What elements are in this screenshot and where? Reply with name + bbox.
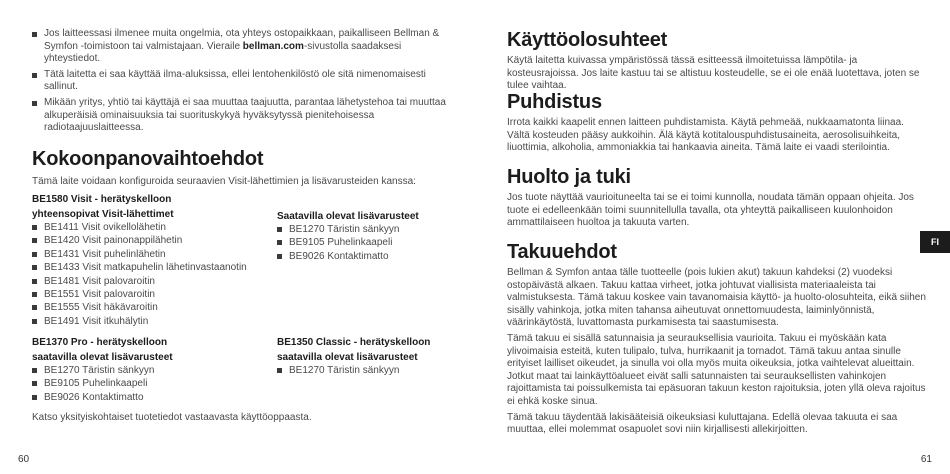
list-item: BE1551 Visit palovaroitin xyxy=(32,288,272,301)
page-number-left: 60 xyxy=(18,454,30,465)
list-item: BE1433 Visit matkapuhelin lähetinvastaanotin xyxy=(32,261,272,274)
list-item: BE1431 Visit puhelinlähetin xyxy=(32,248,272,261)
be1370-accessories-title: saatavilla olevat lisävarusteet xyxy=(32,352,173,363)
be1370-accessory-list xyxy=(32,364,272,404)
page-number-right: 61 xyxy=(920,454,932,465)
list-item: BE9026 Kontaktimatto xyxy=(32,391,272,404)
notice-item: Tätä laitetta ei saa käyttää ilma-aluksissa, ellei lentohenkilöstö ole sitä nimenomaisesti sallinut. xyxy=(32,69,452,94)
section-heading: Takuuehdot xyxy=(507,241,617,263)
section-paragraph: Jos tuote näyttää vaurioituneelta tai se ei toimi kunnolla, noudata tämän oppaan ohjeita. Jos tuote ei edelleenkään toimi suunnitellulla tavalla, ota yhteyttä paikalliseen kuulonhoidon ammattilaiseen huoltoa ja takuuta varten. xyxy=(507,192,914,229)
website-link[interactable]: bellman.com xyxy=(242,40,304,52)
configuration-intro: Tämä laite voidaan konfiguroida seuraavien Visit-lähettimien ja lisävarusteiden kanssa: xyxy=(32,176,416,187)
language-tab: FI xyxy=(920,231,950,253)
be1580-accessories-title: Saatavilla olevat lisävarusteet xyxy=(277,211,419,222)
be1580-accessory-list xyxy=(277,223,457,263)
list-item: BE1270 Täristin sänkyyn xyxy=(277,364,457,377)
list-item: BE1420 Visit painonappilähetin xyxy=(32,234,272,247)
be1350-title: BE1350 Classic - herätyskelloon xyxy=(277,337,431,348)
product-info-note: Katso yksityiskohtaiset tuotetiedot vastaavasta käyttöoppaasta. xyxy=(32,412,312,423)
be1370-title: BE1370 Pro - herätyskelloon xyxy=(32,337,168,348)
notice-list xyxy=(32,28,452,138)
section-paragraph: Tämä takuu ei sisällä satunnaisia ja seurauksellisia vaurioita. Takuu ei myöskään kata ylivoimaisia esteitä, kuten tulipalo, tulva, hurrikaanit ja tornadot. Tämä takuu antaa sinulle erityiset lailliset oikeudet, ja sinulla voi olla myös muita oikeuksia, jotka vaihtelevat alueittain. Jotkut maat tai lainkäyttöalueet eivät salli satunnaisten tai seurauksellisten vahinkojen rajoittamista tai poissulkemista tai epäsuoran takuun keston rajoituksia, joten yllä oleva rajoitus ei ehkä koske sinua. xyxy=(507,332,926,407)
be1350-accessory-list xyxy=(277,364,457,377)
service-support-section xyxy=(507,165,927,233)
section-paragraph: Bellman & Symfon antaa tälle tuotteelle (pois lukien akut) takuun kahdeksi (2) vuodeksi ostopäivästä alkaen. Takuu kattaa virheet, jotka johtuvat viallisista materiaaleista tai valmistuksesta. Tämä takuu koskee vain tavanomaisia käyttö- ja huolto-olosuhteita, eikä siihen sisälly vahinkoja, jotka miten tahansa aiheutuvat onnettomuudesta, laiminlyönnistä, väärinkäytöstä, luvattomasta purkamisesta tai saastumisesta. xyxy=(507,267,926,329)
list-item: BE9026 Kontaktimatto xyxy=(277,250,457,263)
right-page xyxy=(475,0,950,474)
list-item: BE9105 Puhelinkaapeli xyxy=(277,236,457,249)
configuration-heading: Kokoonpanovaihtoehdot xyxy=(32,148,264,170)
list-item: BE1555 Visit häkävaroitin xyxy=(32,301,272,314)
section-paragraph: Irrota kaikki kaapelit ennen laitteen puhdistamista. Käytä pehmeää, nukkaamatonta liinaa. Vältä kosteuden pääsy aukkoihin. Älä käytä kotitalouspuhdistusaineita, aerosolisuihkeita, liuottimia, alkoholia, ammoniakkia tai hankaavia aineita. Tämä laite ei vaadi sterilointia. xyxy=(507,117,904,154)
warranty-section xyxy=(507,240,927,440)
section-heading: Puhdistus xyxy=(507,91,602,113)
be1580-transmitter-list xyxy=(32,221,272,328)
notice-item: Mikään yritys, yhtiö tai käyttäjä ei saa muuttaa taajuutta, parantaa lähetystehoa tai muuttaa alkuperäisiä ominaisuuksia tai suorituskykyä hyväksytyssä pienitehoisessa radiotaajuuslaitteessa. xyxy=(32,97,452,135)
be1350-accessories-title: saatavilla olevat lisävarusteet xyxy=(277,352,418,363)
section-heading: Huolto ja tuki xyxy=(507,166,631,188)
list-item: BE1491 Visit itkuhälytin xyxy=(32,315,272,328)
operating-conditions-section xyxy=(507,28,927,96)
list-item: BE1481 Visit palovaroitin xyxy=(32,275,272,288)
notice-item: Jos laitteessasi ilmenee muita ongelmia, ota yhteys ostopaikkaan, paikalliseen Bellman & Symfon -toimistoon tai valmistajaan. Vieraile bellman.com-sivustolla saadaksesi yhteystiedot. xyxy=(32,28,452,66)
list-item: BE9105 Puhelinkaapeli xyxy=(32,377,272,390)
section-heading: Käyttöolosuhteet xyxy=(507,29,668,51)
list-item: BE1270 Täristin sänkyyn xyxy=(32,364,272,377)
be1580-transmitters-title: yhteensopivat Visit-lähettimet xyxy=(32,209,174,220)
cleaning-section xyxy=(507,90,927,158)
section-paragraph: Tämä takuu täydentää lakisääteisiä oikeuksiasi kuluttajana. Edellä olevaa takuuta ei saa muuttaa, ellei molemmat osapuolet sovi niin kirjallisesti allekirjoitten. xyxy=(507,411,898,436)
be1580-title: BE1580 Visit - herätyskelloon xyxy=(32,194,172,205)
section-paragraph: Käytä laitetta kuivassa ympäristössä tässä esitteessä ilmoitetuissa lämpötila- ja kosteusrajoissa. Jos laite kastuu tai se altistuu kosteudelle, se ei ole enää luotettava, joten se tulee vaihtaa. xyxy=(507,55,920,92)
list-item: BE1270 Täristin sänkyyn xyxy=(277,223,457,236)
list-item: BE1411 Visit ovikellolähetin xyxy=(32,221,272,234)
